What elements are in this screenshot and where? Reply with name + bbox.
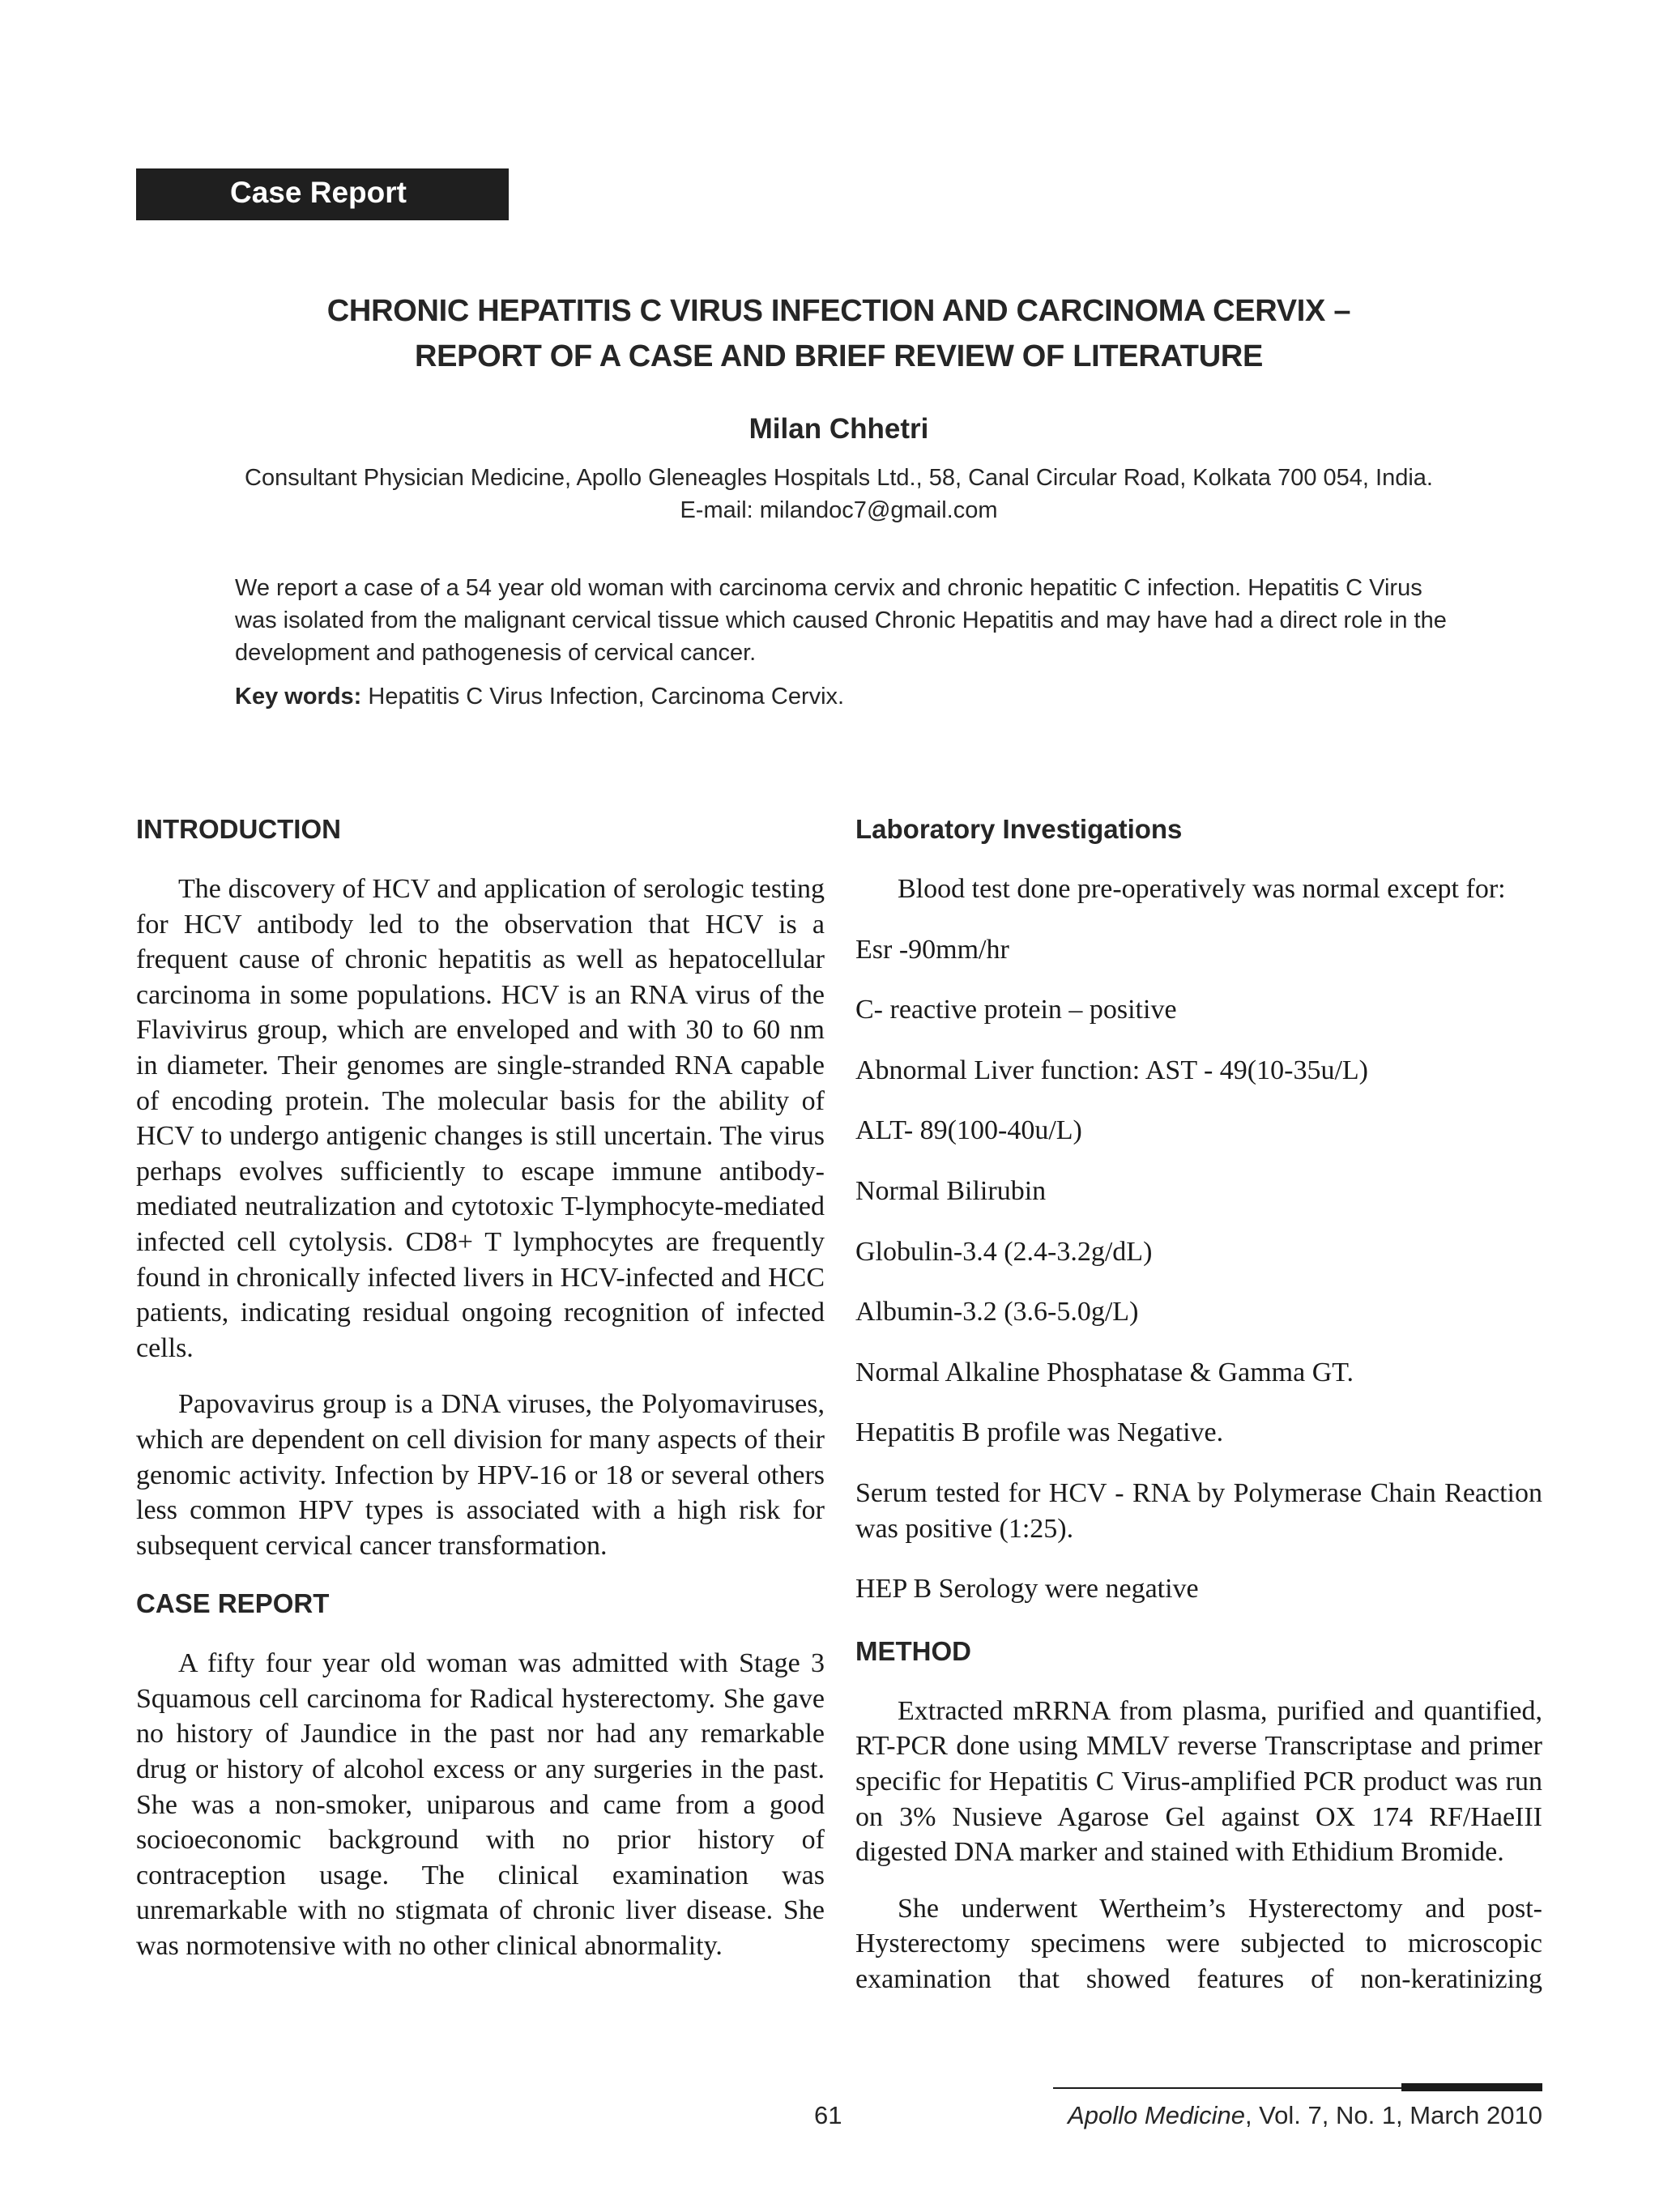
keywords-label: Key words: bbox=[235, 684, 362, 710]
keywords bbox=[235, 680, 1450, 713]
lab-item: Blood test done pre-operatively was normal except for: bbox=[898, 874, 1506, 904]
right-column bbox=[855, 810, 1542, 2018]
affiliation-text: Consultant Physician Medicine, Apollo Gleneagles Hospitals Ltd., 58, Canal Circular Road, Kolkata 700 054, India. bbox=[245, 465, 1433, 491]
case-report-heading: CASE REPORT bbox=[136, 1588, 330, 1619]
lab-item: Serum tested for HCV - RNA by Polymerase Chain Reaction was positive (1:25). bbox=[855, 1477, 1542, 1544]
method-paragraph-1: Extracted mRRNA from plasma, purified and quantified, RT-PCR done using MMLV reverse Transcriptase and primer specific for Hepatitis C Virus-amplified PCR product was run on 3% Nusieve Agarose Gel against OX 174 RF/HaeIII digested DNA marker and stained with Ethidium Bromide. bbox=[855, 1695, 1542, 1868]
author-name: Milan Chhetri bbox=[748, 413, 929, 445]
lab-item: C- reactive protein – positive bbox=[855, 995, 1177, 1025]
case-report-paragraph: A fifty four year old woman was admitted with Stage 3 Squamous cell carcinoma for Radical hysterectomy. She gave no history of Jaundice in the past nor had any remarkable drug or history of alcohol excess or any surgeries in the past. She was a non-smoker, uniparous and came from a good socioeconomic background with no prior history of contraception usage. The clinical examination was unremarkable with no stigmata of chronic liver disease. She was normotensive with no other clinical abnormality. bbox=[136, 1648, 825, 1962]
introduction-heading: INTRODUCTION bbox=[136, 814, 341, 844]
page-number: 61 bbox=[814, 2101, 842, 2129]
introduction-paragraph-1: The discovery of HCV and application of serologic testing for HCV antibody led to the observation that HCV is a frequent cause of chronic hepatitis as well as hepatocellular carcinoma in some populations. HCV is an RNA virus of the Flavivirus group, which are enveloped and with 30 to 60 nm in diameter. Their genomes are single-stranded RNA capable of encoding protein. The molecular basis for the ability of HCV to undergo antigenic changes is still uncertain. The virus perhaps evolves sufficiently to escape immune antibody-mediated neutralization and cytotoxic T-lymphocyte-mediated infected cell cytolysis. CD8+ T lymphocytes are frequently found in chronically infected livers in HCV-infected and HCC patients, indicating residual ongoing recognition of infected cells. bbox=[136, 874, 825, 1363]
lab-item: Abnormal Liver function: AST - 49(10-35u/L) bbox=[855, 1055, 1368, 1085]
lab-investigations-heading: Laboratory Investigations bbox=[855, 814, 1183, 844]
author-affiliation bbox=[136, 462, 1542, 526]
title-line-2: REPORT OF A CASE AND BRIEF REVIEW OF LITERATURE bbox=[414, 339, 1264, 373]
lab-item: Esr -90mm/hr bbox=[855, 934, 1009, 965]
lab-item: Globulin-3.4 (2.4-3.2g/dL) bbox=[855, 1236, 1153, 1267]
footer-rule-accent bbox=[1401, 2083, 1542, 2091]
method-paragraph-2: She underwent Wertheim’s Hysterectomy and post-Hysterectomy specimens were subjected to microscopic examination that showed features of non-keratinizing bbox=[855, 1893, 1542, 1994]
lab-item: Normal Alkaline Phosphatase & Gamma GT. bbox=[855, 1357, 1354, 1387]
abstract: We report a case of a 54 year old woman with carcinoma cervix and chronic hepatitic C infection. Hepatitis C Virus was isolated from the malignant cervical tissue which caused Chronic Hepatitis and may have had a direct role in the development and pathogenesis of cervical cancer. bbox=[235, 575, 1447, 666]
keywords-text: Hepatitis C Virus Infection, Carcinoma Cervix. bbox=[361, 684, 845, 710]
lab-item: Albumin-3.2 (3.6-5.0g/L) bbox=[855, 1297, 1139, 1328]
lab-item: ALT- 89(100-40u/L) bbox=[855, 1115, 1082, 1146]
journal-name: Apollo Medicine bbox=[1068, 2101, 1245, 2129]
introduction-paragraph-2: Papovavirus group is a DNA viruses, the Polyomaviruses, which are dependent on cell division for many aspects of their genomic activity. Infection by HPV-16 or 18 or several others less common HPV types is associated with a high risk for subsequent cervical cancer transformation. bbox=[136, 1389, 825, 1561]
email-text: E-mail: milandoc7@gmail.com bbox=[680, 497, 998, 523]
article-title bbox=[136, 288, 1542, 379]
lab-item: Normal Bilirubin bbox=[855, 1175, 1047, 1206]
journal-citation bbox=[1068, 2101, 1542, 2130]
lab-item: Hepatitis B profile was Negative. bbox=[855, 1417, 1224, 1448]
lab-item: HEP B Serology were negative bbox=[855, 1574, 1199, 1605]
title-line-1: CHRONIC HEPATITIS C VIRUS INFECTION AND CARCINOMA CERVIX – bbox=[326, 294, 1351, 328]
left-column bbox=[136, 810, 825, 1985]
section-badge-label: Case Report bbox=[230, 176, 407, 209]
journal-issue: , Vol. 7, No. 1, March 2010 bbox=[1244, 2101, 1542, 2129]
section-badge bbox=[136, 168, 509, 220]
method-heading: METHOD bbox=[855, 1635, 971, 1666]
